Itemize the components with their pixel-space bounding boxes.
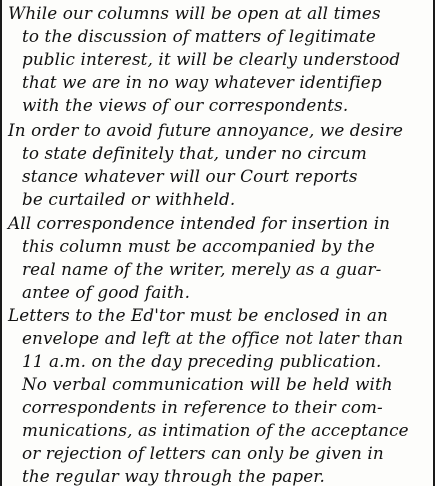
notice-line: correspondents in reference to their com- — [22, 398, 383, 418]
notice-line: to the discussion of matters of legitimate — [22, 27, 376, 47]
notice-line: be curtailed or withheld. — [22, 190, 236, 210]
notice-line: In order to avoid future annoyance, we desire — [8, 121, 404, 141]
notice-line: 11 a.m. on the day preceding publication. — [22, 352, 382, 372]
notice-line: stance whatever will our Court reports — [22, 167, 358, 187]
notice-line: this column must be accompanied by the — [22, 237, 375, 257]
notice-line: to state definitely that, under no circum — [22, 144, 367, 164]
notice-paragraph-letters-to-editor — [8, 305, 432, 489]
notice-line: the regular way through the paper. — [22, 467, 325, 487]
notice-line: antee of good faith. — [22, 283, 191, 303]
notice-paragraph-correspondence — [8, 213, 432, 305]
notice-paragraph-open-columns — [8, 3, 432, 118]
notice-line: envelope and left at the office not later than — [22, 329, 404, 349]
notice-line: real name of the writer, merely as a guar- — [22, 260, 382, 280]
notice-line: While our columns will be open at all times — [8, 4, 381, 24]
notice-line: or rejection of letters can only be given in — [22, 444, 384, 464]
notice-line: munications, as intimation of the acceptance — [22, 421, 409, 441]
notice-line: Letters to the Ed'tor must be enclosed in an — [8, 306, 388, 326]
notice-line: with the views of our correspondents. — [22, 96, 349, 116]
notice-paragraph-court-reports — [8, 120, 432, 212]
notice-line: that we are in no way whatever identifiep — [22, 73, 382, 93]
notice-line: public interest, it will be clearly understood — [22, 50, 401, 70]
notice-line: No verbal communication will be held with — [22, 375, 393, 395]
notice-line: All correspondence intended for insertion in — [8, 214, 391, 234]
